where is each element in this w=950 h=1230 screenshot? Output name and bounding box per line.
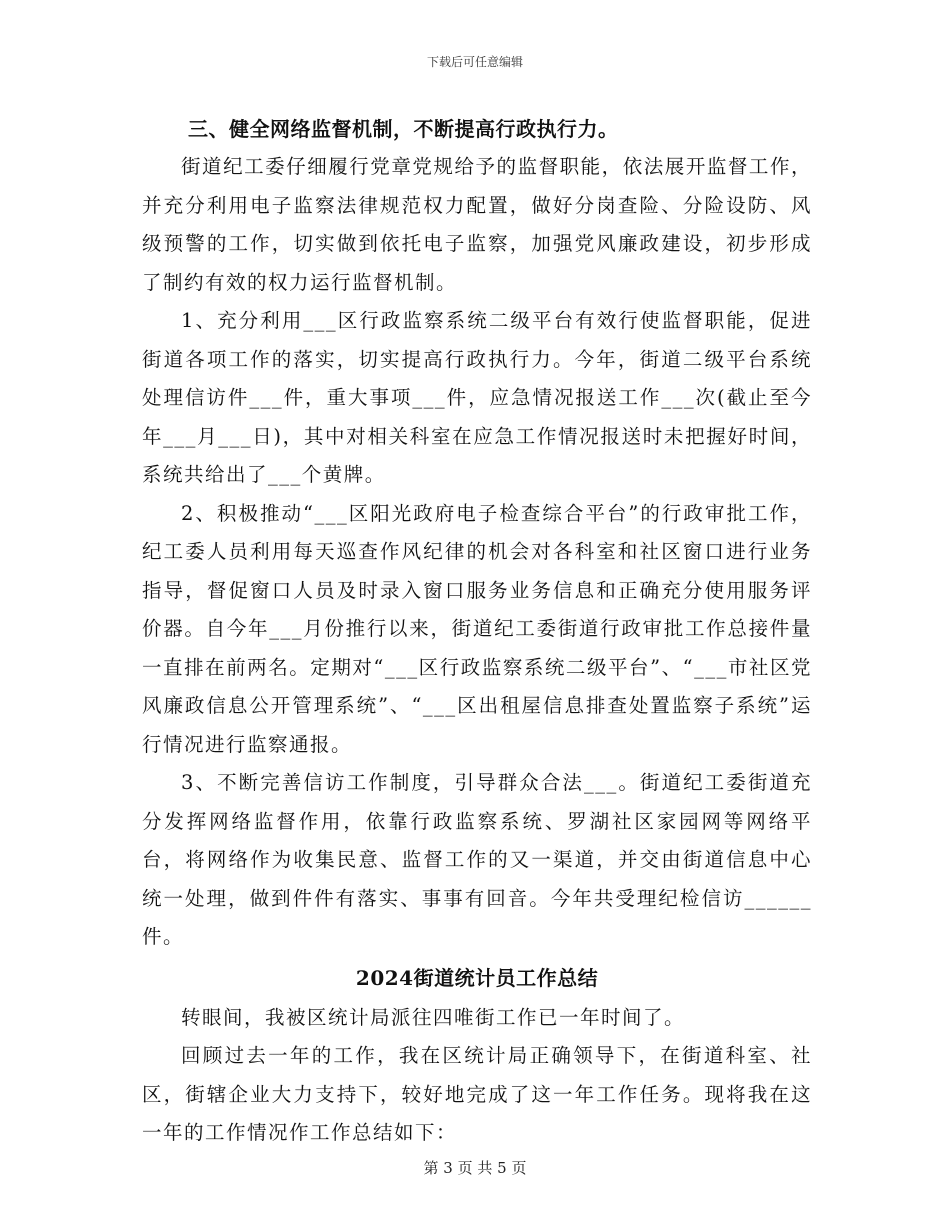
paragraph-item-2: 2、积极推动“___区阳光政府电子检查综合平台”的行政审批工作，纪工委人员利用每天巡查作风纪律的机会对各科室和社区窗口进行业务指导，督促窗口人员及时录入窗口服务业务信息和正确充分使用服务评价器。自今年___月份推行以来，街道纪工委街道行政审批工作总接件量一直排在前两名。定期对“___区行政监察系统二级平台”、“___市社区党风廉政信息公开管理系统”、“___区出租屋信息排查处置监察子系统”运行情况进行监察通报。 <box>142 501 812 756</box>
document-body <box>142 110 812 1153</box>
section-heading: 三、健全网络监督机制，不断提高行政执行力。 <box>188 117 619 141</box>
page-number: 第 3 页 共 5 页 <box>423 1159 527 1177</box>
summary-paragraph-2: 回顾过去一年的工作，我在区统计局正确领导下，在街道科室、社区，街辖企业大力支持下，较好地完成了这一年工作任务。现将我在这一年的工作情况作工作总结如下： <box>142 1044 812 1144</box>
paragraph-item-1: 1、充分利用___区行政监察系统二级平台有效行使监督职能，促进街道各项工作的落实，切实提高行政执行力。今年，街道二级平台系统处理信访件___件，重大事项___件，应急情况报送工作___次(截止至今年___月___日)，其中对相关科室在应急工作情况报送时未把握好时间，系统共给出了___个黄牌。 <box>142 309 812 486</box>
summary-paragraph-1: 转眼间，我被区统计局派往四唯街工作已一年时间了。 <box>181 1005 686 1029</box>
paragraph-intro: 街道纪工委仔细履行党章党规给予的监督职能，依法展开监督工作，并充分利用电子监察法律规范权力配置，做好分岗查险、分险设防、风级预警的工作，切实做到依托电子监察，加强党风廉政建设，初步形成了制约有效的权力运行监督机制。 <box>142 155 812 294</box>
header-note: 下载后可任意编辑 <box>426 55 523 69</box>
paragraph-item-3: 3、不断完善信访工作制度，引导群众合法___。街道纪工委街道充分发挥网络监督作用，依靠行政监察系统、罗湖社区家园网等网络平台，将网络作为收集民意、监督工作的又一渠道，并交由街道信息中心统一处理，做到件件有落实、事事有回音。今年共受理纪检信访______件。 <box>142 771 812 948</box>
summary-title: 2024街道统计员工作总结 <box>355 965 599 990</box>
